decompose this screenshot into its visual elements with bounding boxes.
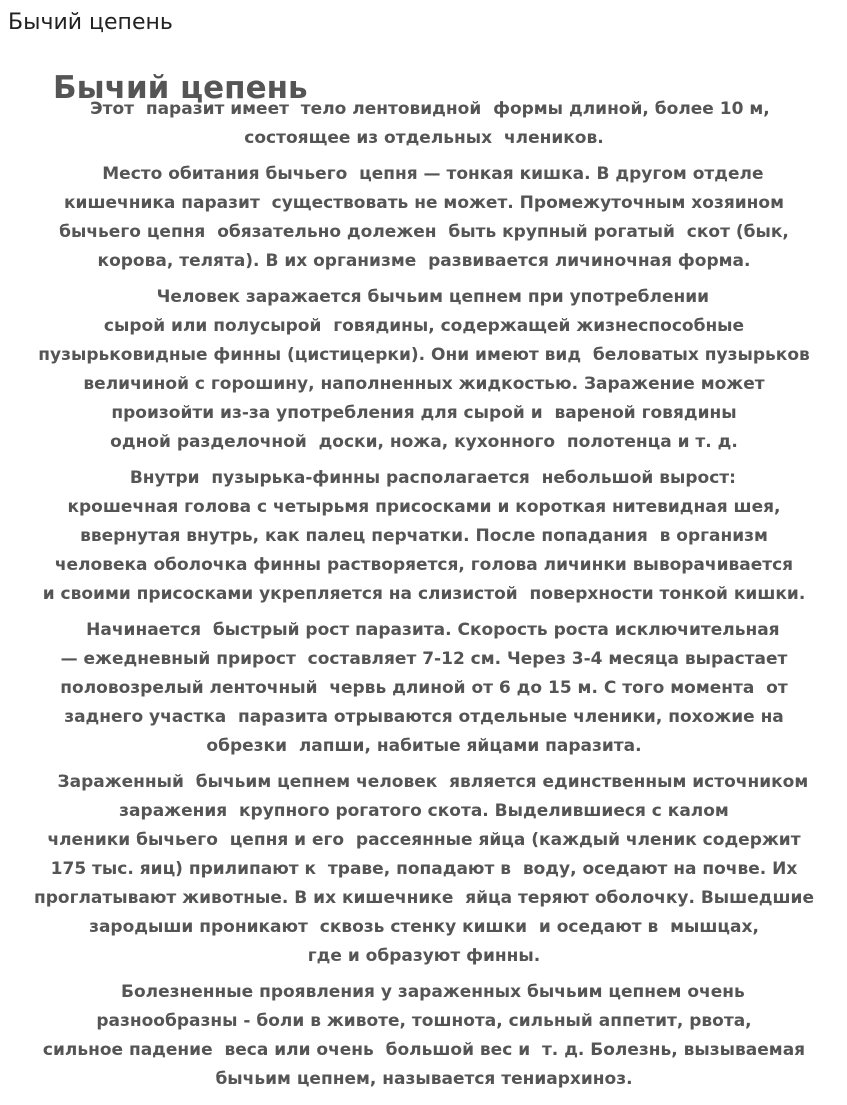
text-line: заражения крупного рогатого скота. Выделившиеся с калом <box>119 801 729 821</box>
text-line: ввернутая внутрь, как палец перчатки. После попадания в организм <box>80 526 768 546</box>
text-line: заднего участка паразита отрываются отдельные членики, похожие на <box>64 707 784 727</box>
text-line: Начинается быстрый рост паразита. Скорость роста исключительная <box>68 620 780 640</box>
text-line: Болезненные проявления у зараженных бычьим цепнем очень <box>103 982 745 1002</box>
text-line: Место обитания бычьего цепня — тонкая кишка. В другом отделе <box>84 164 764 184</box>
paragraph-habitat <box>4 160 844 276</box>
text-line: величиной с горошину, наполненных жидкостью. Заражение может <box>83 374 765 394</box>
paragraph-symptoms <box>4 978 844 1094</box>
paragraph-growth <box>4 616 844 761</box>
article-body <box>4 95 844 1101</box>
text-line: крошечная голова с четырьмя присосками и короткая нитевидная шея, <box>67 497 781 517</box>
text-line: одной разделочной доски, ножа, кухонного полотенца и т. д. <box>110 432 738 452</box>
text-line: Человек заражается бычьим цепнем при употреблении <box>138 287 710 307</box>
text-line: проглатывают животные. В их кишечнике яйца теряют оболочку. Вышедшие <box>34 888 814 908</box>
text-line: обрезки лапши, набитые яйцами паразита. <box>206 736 642 756</box>
text-line: членики бычьего цепня и его рассеянные яйца (каждый членик содержит <box>47 830 801 850</box>
text-line: половозрелый ленточный червь длиной от 6 до 15 м. С того момента от <box>60 678 788 698</box>
page-caption: Бычий цепень <box>8 10 173 35</box>
text-line: бычьего цепня обязательно долежен быть крупный рогатый скот (бык, <box>59 222 789 242</box>
text-line: сырой или полусырой говядины, содержащей жизнеспособные <box>103 316 745 336</box>
text-line: кишечника паразит существовать не может. Промежуточным хозяином <box>64 193 784 213</box>
text-line: — ежедневный прирост составляет 7-12 см. Через 3-4 месяца вырастает <box>60 649 788 669</box>
text-line: и своими присосками укрепляется на слизистой поверхности тонкой кишки. <box>42 584 806 604</box>
text-line: разнообразны - боли в животе, тошнота, сильный аппетит, рвота, <box>96 1011 752 1031</box>
text-line: 175 тыс. яиц) прилипают к траве, попадают в воду, оседают на почве. Их <box>50 859 798 879</box>
text-line: человека оболочка финны растворяется, голова личинки выворачивается <box>54 555 794 575</box>
article-title: Бычий цепень <box>53 69 308 106</box>
text-line: сильное падение веса или очень большой вес и т. д. Болезнь, вызываемая <box>42 1040 806 1060</box>
text-line: пузырьковидные финны (цистицерки). Они имеют вид беловатых пузырьков <box>38 345 810 365</box>
paragraph-cysticercus <box>4 464 844 609</box>
paragraph-body-shape <box>4 95 844 153</box>
text-line: Зараженный бычьим цепнем человек является единственным источником <box>39 772 809 792</box>
text-line: состоящее из отдельных члеников. <box>244 128 604 148</box>
text-line: Этот паразит имеет тело лентовидной формы длиной, более 10 м, <box>78 99 770 119</box>
paragraph-infection <box>4 283 844 457</box>
text-line: Внутри пузырька-финны располагается небольшой вырост: <box>112 468 736 488</box>
text-line: корова, телята). В их организме развивается личиночная форма. <box>97 251 751 271</box>
text-line: зародыши проникают сквозь стенку кишки и оседают в мышцах, <box>89 917 759 937</box>
text-line: произойти из-за употребления для сырой и вареной говядины <box>111 403 737 423</box>
paragraph-transmission <box>4 768 844 971</box>
text-line: бычьим цепнем, называется тениархиноз. <box>215 1069 633 1089</box>
text-line: где и образуют финны. <box>307 946 541 966</box>
